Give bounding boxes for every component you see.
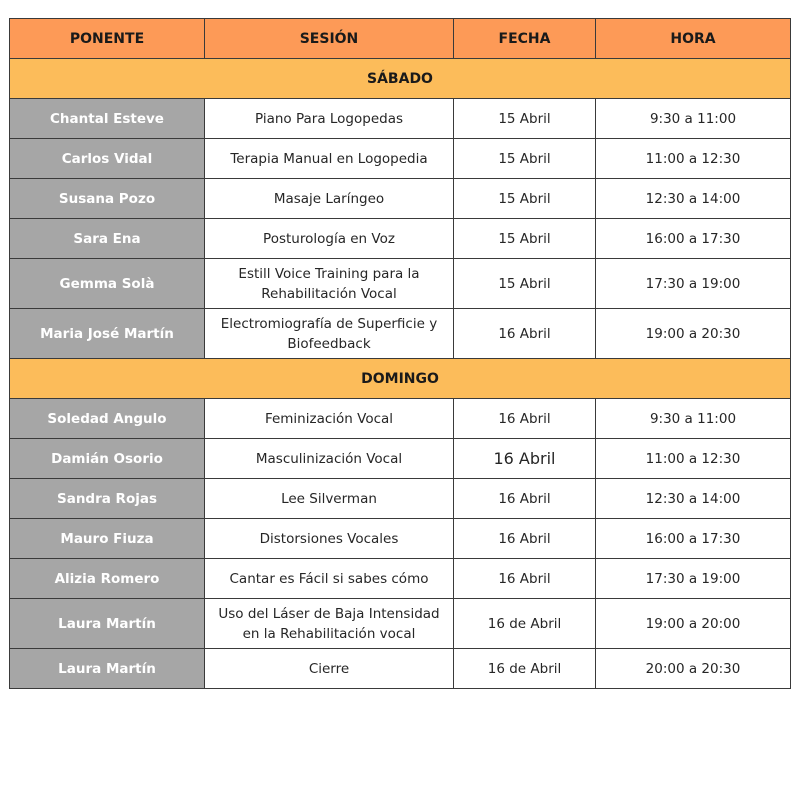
time-cell: 9:30 a 11:00 <box>596 399 791 439</box>
speaker-cell: Soledad Angulo <box>10 399 205 439</box>
table-row <box>10 309 791 359</box>
date-cell: 16 de Abril <box>454 649 596 689</box>
speaker-cell: Laura Martín <box>10 599 205 649</box>
table-row <box>10 599 791 649</box>
session-cell: Cantar es Fácil si sabes cómo <box>205 559 454 599</box>
session-cell: Piano Para Logopedas <box>205 99 454 139</box>
date-cell: 16 de Abril <box>454 599 596 649</box>
table-row <box>10 439 791 479</box>
table-row <box>10 259 791 309</box>
date-cell: 16 Abril <box>454 439 596 479</box>
date-cell: 16 Abril <box>454 519 596 559</box>
session-cell: Uso del Láser de Baja Intensidad en la Rehabilitación vocal <box>205 599 454 649</box>
table-row <box>10 179 791 219</box>
session-cell: Cierre <box>205 649 454 689</box>
table-row <box>10 559 791 599</box>
speaker-cell: Susana Pozo <box>10 179 205 219</box>
table-row <box>10 399 791 439</box>
time-cell: 16:00 a 17:30 <box>596 219 791 259</box>
date-cell: 16 Abril <box>454 309 596 359</box>
day-label: SÁBADO <box>10 59 791 99</box>
date-cell: 16 Abril <box>454 479 596 519</box>
time-cell: 20:00 a 20:30 <box>596 649 791 689</box>
table-row <box>10 479 791 519</box>
table-header <box>10 19 791 59</box>
header-hora: HORA <box>596 19 791 59</box>
date-cell: 16 Abril <box>454 399 596 439</box>
speaker-cell: Mauro Fiuza <box>10 519 205 559</box>
session-cell: Masculinización Vocal <box>205 439 454 479</box>
speaker-cell: Laura Martín <box>10 649 205 689</box>
speaker-cell: Damián Osorio <box>10 439 205 479</box>
session-cell: Estill Voice Training para la Rehabilitación Vocal <box>205 259 454 309</box>
time-cell: 17:30 a 19:00 <box>596 559 791 599</box>
time-cell: 19:00 a 20:30 <box>596 309 791 359</box>
date-cell: 15 Abril <box>454 99 596 139</box>
table-row <box>10 649 791 689</box>
speaker-cell: Carlos Vidal <box>10 139 205 179</box>
session-cell: Electromiografía de Superficie y Biofeedback <box>205 309 454 359</box>
speaker-cell: Gemma Solà <box>10 259 205 309</box>
header-ponente: PONENTE <box>10 19 205 59</box>
session-cell: Masaje Laríngeo <box>205 179 454 219</box>
header-sesion: SESIÓN <box>205 19 454 59</box>
speaker-cell: Sandra Rojas <box>10 479 205 519</box>
header-fecha: FECHA <box>454 19 596 59</box>
time-cell: 16:00 a 17:30 <box>596 519 791 559</box>
day-label: DOMINGO <box>10 359 791 399</box>
time-cell: 12:30 a 14:00 <box>596 179 791 219</box>
time-cell: 19:00 a 20:00 <box>596 599 791 649</box>
date-cell: 16 Abril <box>454 559 596 599</box>
time-cell: 11:00 a 12:30 <box>596 139 791 179</box>
time-cell: 17:30 a 19:00 <box>596 259 791 309</box>
date-cell: 15 Abril <box>454 259 596 309</box>
session-cell: Feminización Vocal <box>205 399 454 439</box>
speaker-cell: Sara Ena <box>10 219 205 259</box>
schedule-table <box>9 18 791 689</box>
table-row <box>10 219 791 259</box>
table-row <box>10 519 791 559</box>
time-cell: 9:30 a 11:00 <box>596 99 791 139</box>
time-cell: 11:00 a 12:30 <box>596 439 791 479</box>
speaker-cell: Maria José Martín <box>10 309 205 359</box>
day-band-sabado <box>10 59 791 99</box>
date-cell: 15 Abril <box>454 179 596 219</box>
date-cell: 15 Abril <box>454 219 596 259</box>
date-cell: 15 Abril <box>454 139 596 179</box>
time-cell: 12:30 a 14:00 <box>596 479 791 519</box>
session-cell: Terapia Manual en Logopedia <box>205 139 454 179</box>
table-row <box>10 99 791 139</box>
session-cell: Posturología en Voz <box>205 219 454 259</box>
table-row <box>10 139 791 179</box>
day-band-domingo <box>10 359 791 399</box>
session-cell: Distorsiones Vocales <box>205 519 454 559</box>
session-cell: Lee Silverman <box>205 479 454 519</box>
speaker-cell: Chantal Esteve <box>10 99 205 139</box>
speaker-cell: Alizia Romero <box>10 559 205 599</box>
